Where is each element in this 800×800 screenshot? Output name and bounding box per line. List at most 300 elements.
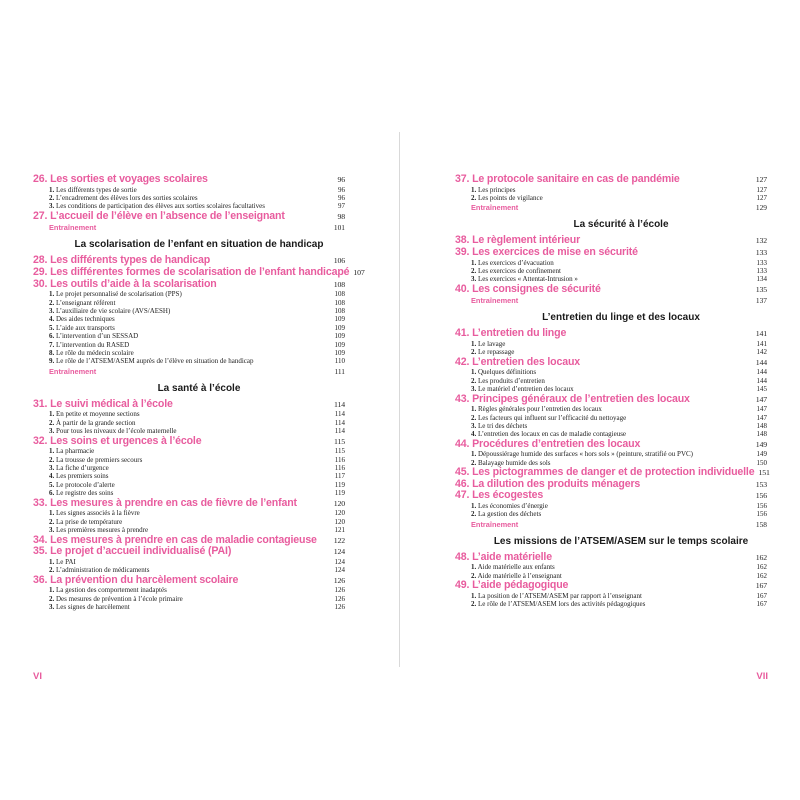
entry-page-number: 108 — [333, 279, 345, 289]
entry-page-number: 135 — [755, 284, 767, 294]
entry-page-number: 115 — [334, 447, 345, 456]
entry-title: Le registre des soins — [56, 489, 114, 498]
entry-title-wrap — [49, 366, 96, 378]
entry-number: 1. — [471, 185, 477, 194]
left-page-folio: VI — [33, 671, 42, 682]
entry-title-wrap — [471, 414, 626, 422]
toc-subentry — [33, 299, 345, 307]
toc-subentry — [455, 510, 767, 518]
toc-chapter-entry — [33, 436, 345, 448]
entry-title: Entraînement — [471, 203, 519, 213]
entry-title-wrap — [471, 510, 541, 518]
entry-title: 47. Les écogestes — [455, 489, 544, 502]
entry-title-wrap — [471, 340, 505, 348]
entry-page-number: 114 — [334, 427, 345, 436]
entry-page-number: 150 — [756, 458, 767, 467]
entry-page-number: 149 — [756, 450, 767, 459]
entry-page-number: 119 — [334, 480, 345, 489]
entry-page-number: 121 — [334, 526, 345, 535]
entry-title: Les signes associés à la fièvre — [56, 509, 140, 518]
toc-subentry — [455, 414, 767, 422]
toc-subentry — [33, 332, 345, 340]
left-page-toc — [33, 173, 365, 611]
entry-page-number: 147 — [756, 405, 767, 414]
entry-page-number: 120 — [333, 498, 345, 508]
entry-page-number: 122 — [333, 535, 345, 545]
entry-title: Les produits d’entretien — [478, 376, 545, 385]
entry-number: 2. — [471, 194, 477, 202]
entry-title: Les conditions de participation des élèves aux sorties scolaires facultatives — [56, 202, 265, 211]
entry-title-wrap — [471, 295, 518, 307]
toc-chapter-entry — [455, 394, 767, 406]
entry-number: 1. — [49, 509, 55, 518]
entry-page-number: 111 — [334, 366, 345, 376]
entry-title: Le lavage — [478, 340, 506, 348]
toc-chapter-entry — [455, 357, 767, 369]
entry-page-number: 97 — [338, 202, 345, 211]
entry-title-wrap — [471, 502, 548, 510]
entry-title-wrap — [471, 267, 561, 275]
entry-number: 2. — [471, 348, 477, 357]
entry-page-number: 156 — [756, 502, 767, 511]
entry-title-wrap — [455, 490, 543, 502]
entry-title: 49. L’aide pédagogique — [455, 579, 569, 592]
entry-title: La trousse de premiers secours — [56, 455, 143, 464]
entry-title: Entraînement — [471, 519, 519, 529]
page-gutter — [399, 132, 400, 667]
entry-title: L’aide aux transports — [56, 323, 115, 332]
entry-number: 3. — [471, 385, 477, 394]
entry-number: 3. — [49, 602, 55, 611]
entry-title-wrap — [49, 472, 109, 480]
toc-subentry — [33, 472, 345, 480]
entry-title-wrap — [33, 575, 238, 587]
entry-title: Balayage humide des sols — [478, 458, 551, 467]
entry-title: Pour tous les niveaux de l’école maternelle — [56, 427, 177, 436]
entry-page-number: 98 — [337, 211, 345, 221]
section-heading: La sécurité à l’école — [573, 219, 669, 231]
entry-title: Entraînement — [49, 366, 97, 376]
toc-chapter-entry — [455, 247, 767, 259]
entry-title: 29. Les différentes formes de scolarisation de l’enfant handicapé — [33, 266, 350, 278]
entry-title-wrap — [471, 592, 642, 600]
entry-page-number: 144 — [756, 376, 767, 385]
entry-number: 4. — [471, 430, 477, 439]
toc-chapter-entry — [455, 174, 767, 186]
entry-page-number: 147 — [756, 413, 767, 422]
entry-number: 3. — [49, 307, 55, 315]
toc-subentry — [33, 194, 345, 202]
entry-title-wrap — [49, 456, 142, 464]
toc-chapter-entry — [455, 552, 767, 564]
right-page-toc — [455, 173, 770, 609]
entry-title-wrap — [49, 290, 182, 298]
entry-title-wrap — [33, 498, 297, 510]
toc-subentry — [455, 377, 767, 385]
entry-title: 37. Le protocole sanitaire en cas de pandémie — [455, 173, 680, 185]
entry-title-wrap — [33, 399, 173, 411]
entry-page-number: 126 — [334, 586, 345, 595]
entry-title-wrap — [49, 357, 254, 365]
entry-page-number: 101 — [333, 223, 345, 233]
entry-title: La prise de température — [56, 517, 123, 526]
entry-page-number: 116 — [334, 455, 345, 464]
entry-number: 1. — [471, 258, 477, 267]
toc-chapter-entry — [33, 211, 345, 223]
entry-title-wrap — [471, 405, 602, 413]
entry-page-number: 151 — [758, 468, 770, 478]
entry-title-wrap — [455, 394, 690, 406]
entry-page-number: 96 — [338, 185, 345, 194]
toc-subentry — [455, 422, 767, 430]
entry-title: 38. Le règlement intérieur — [455, 234, 581, 247]
entry-title: 36. La prévention du harcèlement scolaire — [33, 573, 239, 586]
entry-title-wrap — [455, 247, 638, 259]
entry-page-number: 133 — [756, 258, 767, 267]
entry-number: 1. — [471, 405, 477, 414]
entry-title-wrap — [49, 341, 129, 349]
entry-title: Le tri des déchets — [478, 422, 528, 431]
entry-title-wrap — [49, 464, 109, 472]
entry-number: 9. — [49, 357, 55, 366]
entry-number: 7. — [49, 340, 55, 349]
entry-number: 1. — [471, 368, 477, 377]
entry-number: 2. — [49, 418, 55, 427]
entry-page-number: 167 — [756, 600, 767, 609]
entry-page-number: 141 — [755, 329, 767, 339]
section-heading: L’entretien du linge et des locaux — [542, 312, 700, 324]
entry-title: Les premiers soins — [56, 472, 109, 481]
toc-subentry — [33, 315, 345, 323]
entry-title: 40. Les consignes de sécurité — [455, 282, 601, 295]
entry-title: 45. Les pictogrammes de danger et de protection individuelle — [455, 466, 755, 479]
toc-subentry — [33, 481, 345, 489]
entry-number: 4. — [49, 315, 55, 324]
entry-title: Les facteurs qui influent sur l’efficacité du nettoyage — [478, 413, 627, 422]
entry-title: Le rôle de l’ATSEM/ASEM auprès de l’élève en situation de handicap — [56, 357, 254, 366]
entry-title-wrap — [455, 174, 680, 186]
entry-page-number: 108 — [334, 290, 345, 299]
entry-title: L’enseignant référent — [56, 298, 116, 307]
toc-subentry — [33, 518, 345, 526]
toc-chapter-entry — [455, 284, 767, 296]
entry-page-number: 119 — [334, 489, 345, 498]
entry-title-wrap — [471, 600, 645, 608]
toc-subentry — [455, 450, 767, 458]
entry-page-number: 116 — [334, 464, 345, 473]
entry-title-wrap — [49, 586, 167, 594]
entry-number: 3. — [471, 422, 477, 431]
toc-subentry — [33, 186, 345, 194]
entry-page-number: 127 — [756, 194, 767, 202]
toc-subentry — [33, 464, 345, 472]
entry-title: Le repassage — [478, 348, 515, 357]
entry-title-wrap — [471, 194, 543, 202]
entry-title: L’intervention d’un SESSAD — [56, 332, 139, 341]
entry-number: 2. — [49, 455, 55, 464]
entry-number: 3. — [471, 275, 477, 284]
entry-title-wrap — [455, 284, 601, 296]
entry-number: 2. — [471, 600, 477, 609]
entry-page-number: 129 — [755, 203, 767, 213]
toc-subentry — [33, 509, 345, 517]
entry-page-number: 96 — [337, 175, 345, 184]
toc-subentry — [455, 563, 767, 571]
entry-number: 1. — [49, 557, 55, 566]
toc-chapter-entry — [455, 439, 767, 451]
entry-title: Des mesures de prévention à l’école primaire — [56, 594, 183, 603]
entry-page-number: 117 — [334, 472, 345, 481]
entry-page-number: 141 — [756, 340, 767, 348]
entry-number: 1. — [49, 586, 55, 595]
entry-title: Quelques définitions — [478, 368, 537, 377]
toc-chapter-entry — [33, 279, 345, 291]
toc-subentry — [33, 456, 345, 464]
entry-page-number: 132 — [755, 236, 767, 246]
entry-page-number: 106 — [333, 256, 345, 266]
toc-subentry — [33, 603, 345, 611]
entry-page-number: 149 — [755, 439, 767, 449]
entry-page-number: 156 — [756, 510, 767, 519]
toc-chapter-entry — [33, 546, 345, 558]
entry-number: 3. — [49, 526, 55, 535]
entry-title-wrap — [49, 518, 122, 526]
entry-title-wrap — [49, 186, 137, 194]
entry-title-wrap — [49, 481, 115, 489]
entry-title-wrap — [471, 259, 554, 267]
toc-subentry — [455, 194, 767, 202]
entry-number: 2. — [471, 510, 477, 519]
entry-page-number: 109 — [334, 349, 345, 358]
section-heading: Les missions de l’ATSEM/ASEM sur le temps scolaire — [493, 535, 749, 547]
entry-page-number: 167 — [755, 581, 767, 591]
toc-subentry — [33, 324, 345, 332]
entry-page-number: 110 — [334, 357, 345, 366]
entry-title-wrap — [455, 328, 566, 340]
toc-chapter-entry — [33, 575, 345, 587]
entry-title: 28. Les différents types de handicap — [33, 254, 211, 267]
entry-page-number: 109 — [334, 340, 345, 349]
entry-number: 1. — [471, 591, 477, 600]
entry-title: 31. Le suivi médical à l’école — [33, 397, 173, 410]
entry-page-number: 162 — [756, 571, 767, 580]
entry-number: 4. — [49, 472, 55, 481]
entry-number: 2. — [49, 566, 55, 575]
entry-title-wrap — [455, 357, 580, 369]
entry-number: 1. — [471, 450, 477, 459]
entry-page-number: 162 — [756, 563, 767, 572]
entry-title-wrap — [33, 436, 201, 448]
entry-number: 2. — [49, 298, 55, 307]
entry-number: 2. — [471, 413, 477, 422]
entry-page-number: 134 — [756, 275, 767, 284]
entry-title-wrap — [471, 377, 545, 385]
toc-subentry — [33, 558, 345, 566]
entry-page-number: 115 — [334, 436, 345, 446]
entry-title: Les principes — [478, 185, 516, 194]
entry-number: 3. — [49, 427, 55, 436]
entry-number: 1. — [471, 502, 477, 511]
entry-page-number: 148 — [756, 422, 767, 431]
entry-title: 41. L’entretien du linge — [455, 327, 567, 340]
toc-chapter-entry — [455, 490, 767, 502]
entry-title: Aide matérielle aux enfants — [477, 563, 555, 572]
entry-title: Le rôle de l’ATSEM/ASEM lors des activités pédagogiques — [478, 600, 646, 609]
toc-subentry — [33, 341, 345, 349]
entry-title: L’encadrement des élèves lors des sorties scolaires — [56, 194, 198, 202]
entry-title: 46. La dilution des produits ménagers — [455, 477, 641, 490]
entry-page-number: 109 — [334, 315, 345, 324]
entry-title: Le rôle du médecin scolaire — [56, 349, 134, 358]
entry-title-wrap — [455, 580, 568, 592]
entry-page-number: 137 — [755, 296, 767, 306]
entry-title-wrap — [455, 439, 640, 451]
toc-chapter-entry — [33, 498, 345, 510]
entry-number: 3. — [49, 464, 55, 473]
entry-number: 8. — [49, 349, 55, 358]
entry-page-number: 108 — [334, 298, 345, 307]
entry-page-number: 120 — [334, 509, 345, 518]
entry-number: 1. — [49, 185, 55, 194]
entry-title: Règles générales pour l’entretien des locaux — [478, 405, 602, 414]
entry-title-wrap — [49, 447, 94, 455]
entry-page-number: 114 — [334, 418, 345, 427]
entry-page-number: 127 — [756, 185, 767, 194]
entry-page-number: 153 — [755, 479, 767, 489]
entry-title-wrap — [49, 315, 115, 323]
entry-title: La fiche d’urgence — [56, 464, 109, 473]
entry-title: 33. Les mesures à prendre en cas de fièvre de l’enfant — [33, 496, 297, 509]
entry-title-wrap — [49, 299, 115, 307]
entry-title-wrap — [471, 202, 518, 214]
toc-subentry — [455, 405, 767, 413]
entry-title-wrap — [49, 509, 140, 517]
entry-page-number: 109 — [334, 332, 345, 341]
entry-title-wrap — [49, 324, 115, 332]
entry-title: À partir de la grande section — [56, 418, 136, 427]
entry-number: 1. — [49, 410, 55, 419]
entry-title: Les premières mesures à prendre — [56, 526, 149, 535]
entry-page-number: 144 — [756, 368, 767, 377]
entry-number: 1. — [471, 563, 477, 572]
toc-chapter-entry — [455, 328, 767, 340]
entry-title-wrap — [49, 558, 76, 566]
entry-page-number: 109 — [334, 323, 345, 332]
entry-title: 43. Principes généraux de l’entretien des locaux — [455, 392, 690, 405]
entry-page-number: 162 — [755, 552, 767, 562]
entry-title-wrap — [471, 186, 516, 194]
entry-title-wrap — [471, 519, 518, 531]
entry-title: 42. L’entretien des locaux — [455, 355, 581, 368]
entry-number: 2. — [471, 571, 477, 580]
entry-title: La gestion des comportement inadaptés — [56, 586, 167, 595]
entry-title-wrap — [49, 603, 130, 611]
entry-title: 27. L’accueil de l’élève en l’absence de l’enseignant — [33, 209, 285, 222]
section-heading: La santé à l’école — [157, 382, 241, 394]
toc-chapter-entry — [33, 174, 345, 186]
entry-title-wrap — [49, 307, 170, 315]
entry-page-number: 107 — [353, 268, 365, 277]
toc-subentry — [455, 340, 767, 348]
toc-subentry — [455, 186, 767, 194]
entry-number: 3. — [49, 202, 55, 211]
entry-title: L’administration de médicaments — [56, 566, 150, 575]
right-page-folio: VII — [756, 671, 768, 682]
entry-title: 35. Le projet d’accueil individualisé (PAI) — [33, 545, 232, 558]
toc-subentry — [33, 357, 345, 365]
entry-title: 26. Les sorties et voyages scolaires — [33, 173, 208, 185]
entry-title-wrap — [471, 563, 555, 571]
entry-page-number: 144 — [755, 357, 767, 367]
toc-exercise-entry — [33, 222, 345, 234]
entry-title: Les exercices « Attentat-Intrusion » — [478, 275, 578, 284]
entry-title-wrap — [33, 546, 231, 558]
entry-title-wrap — [49, 419, 136, 427]
entry-page-number: 126 — [333, 575, 345, 585]
toc-subentry — [455, 592, 767, 600]
entry-title-wrap — [33, 174, 208, 186]
entry-title-wrap — [33, 211, 285, 223]
entry-number: 1. — [49, 290, 55, 299]
entry-title: Les exercices de confinement — [478, 267, 561, 275]
entry-title: Les exercices d’évacuation — [478, 258, 554, 267]
entry-page-number: 124 — [333, 547, 345, 557]
entry-title-wrap — [49, 349, 134, 357]
entry-page-number: 156 — [755, 491, 767, 501]
entry-number: 2. — [471, 458, 477, 467]
entry-number: 2. — [471, 267, 477, 275]
entry-number: 2. — [49, 517, 55, 526]
entry-title: L’auxiliaire de vie scolaire (AVS/AESH) — [56, 307, 171, 315]
entry-title: 30. Les outils d’aide à la scolarisation — [33, 277, 217, 290]
toc-subentry — [455, 267, 767, 275]
entry-title-wrap — [49, 410, 140, 418]
entry-title: Le protocole d’alerte — [56, 480, 115, 489]
entry-title: Entraînement — [49, 223, 97, 233]
entry-page-number: 124 — [334, 557, 345, 566]
entry-title: La pharmacie — [56, 447, 95, 456]
entry-page-number: 145 — [756, 385, 767, 394]
toc-subentry — [33, 290, 345, 298]
toc-subentry — [455, 368, 767, 376]
entry-page-number: 126 — [334, 602, 345, 611]
entry-page-number: 124 — [334, 566, 345, 575]
toc-exercise-entry — [33, 366, 345, 378]
toc-chapter-entry — [455, 580, 767, 592]
entry-title-wrap — [455, 552, 552, 564]
entry-title: L’entretien des locaux en cas de maladie contagieuse — [478, 430, 627, 439]
entry-title-wrap — [471, 450, 693, 458]
entry-page-number: 167 — [756, 591, 767, 600]
entry-number: 1. — [49, 447, 55, 456]
entry-number: 5. — [49, 323, 55, 332]
entry-title: Des aides techniques — [56, 315, 115, 324]
entry-page-number: 147 — [755, 394, 767, 404]
toc-subentry — [33, 595, 345, 603]
toc-chapter-entry — [33, 399, 345, 411]
entry-title: Les signes de harcèlement — [56, 602, 130, 611]
entry-title-wrap — [49, 222, 96, 234]
entry-title: Le PAI — [56, 557, 76, 566]
entry-title: Dépoussiérage humide des surfaces « hors sols » (peinture, stratifié ou PVC) — [478, 450, 694, 459]
entry-page-number: 148 — [756, 430, 767, 439]
entry-page-number: 133 — [756, 267, 767, 275]
entry-title-wrap — [49, 595, 183, 603]
entry-page-number: 96 — [338, 194, 345, 202]
section-heading: La scolarisation de l’enfant en situation de handicap — [74, 239, 324, 251]
entry-page-number: 127 — [755, 175, 767, 184]
entry-number: 6. — [49, 489, 55, 498]
